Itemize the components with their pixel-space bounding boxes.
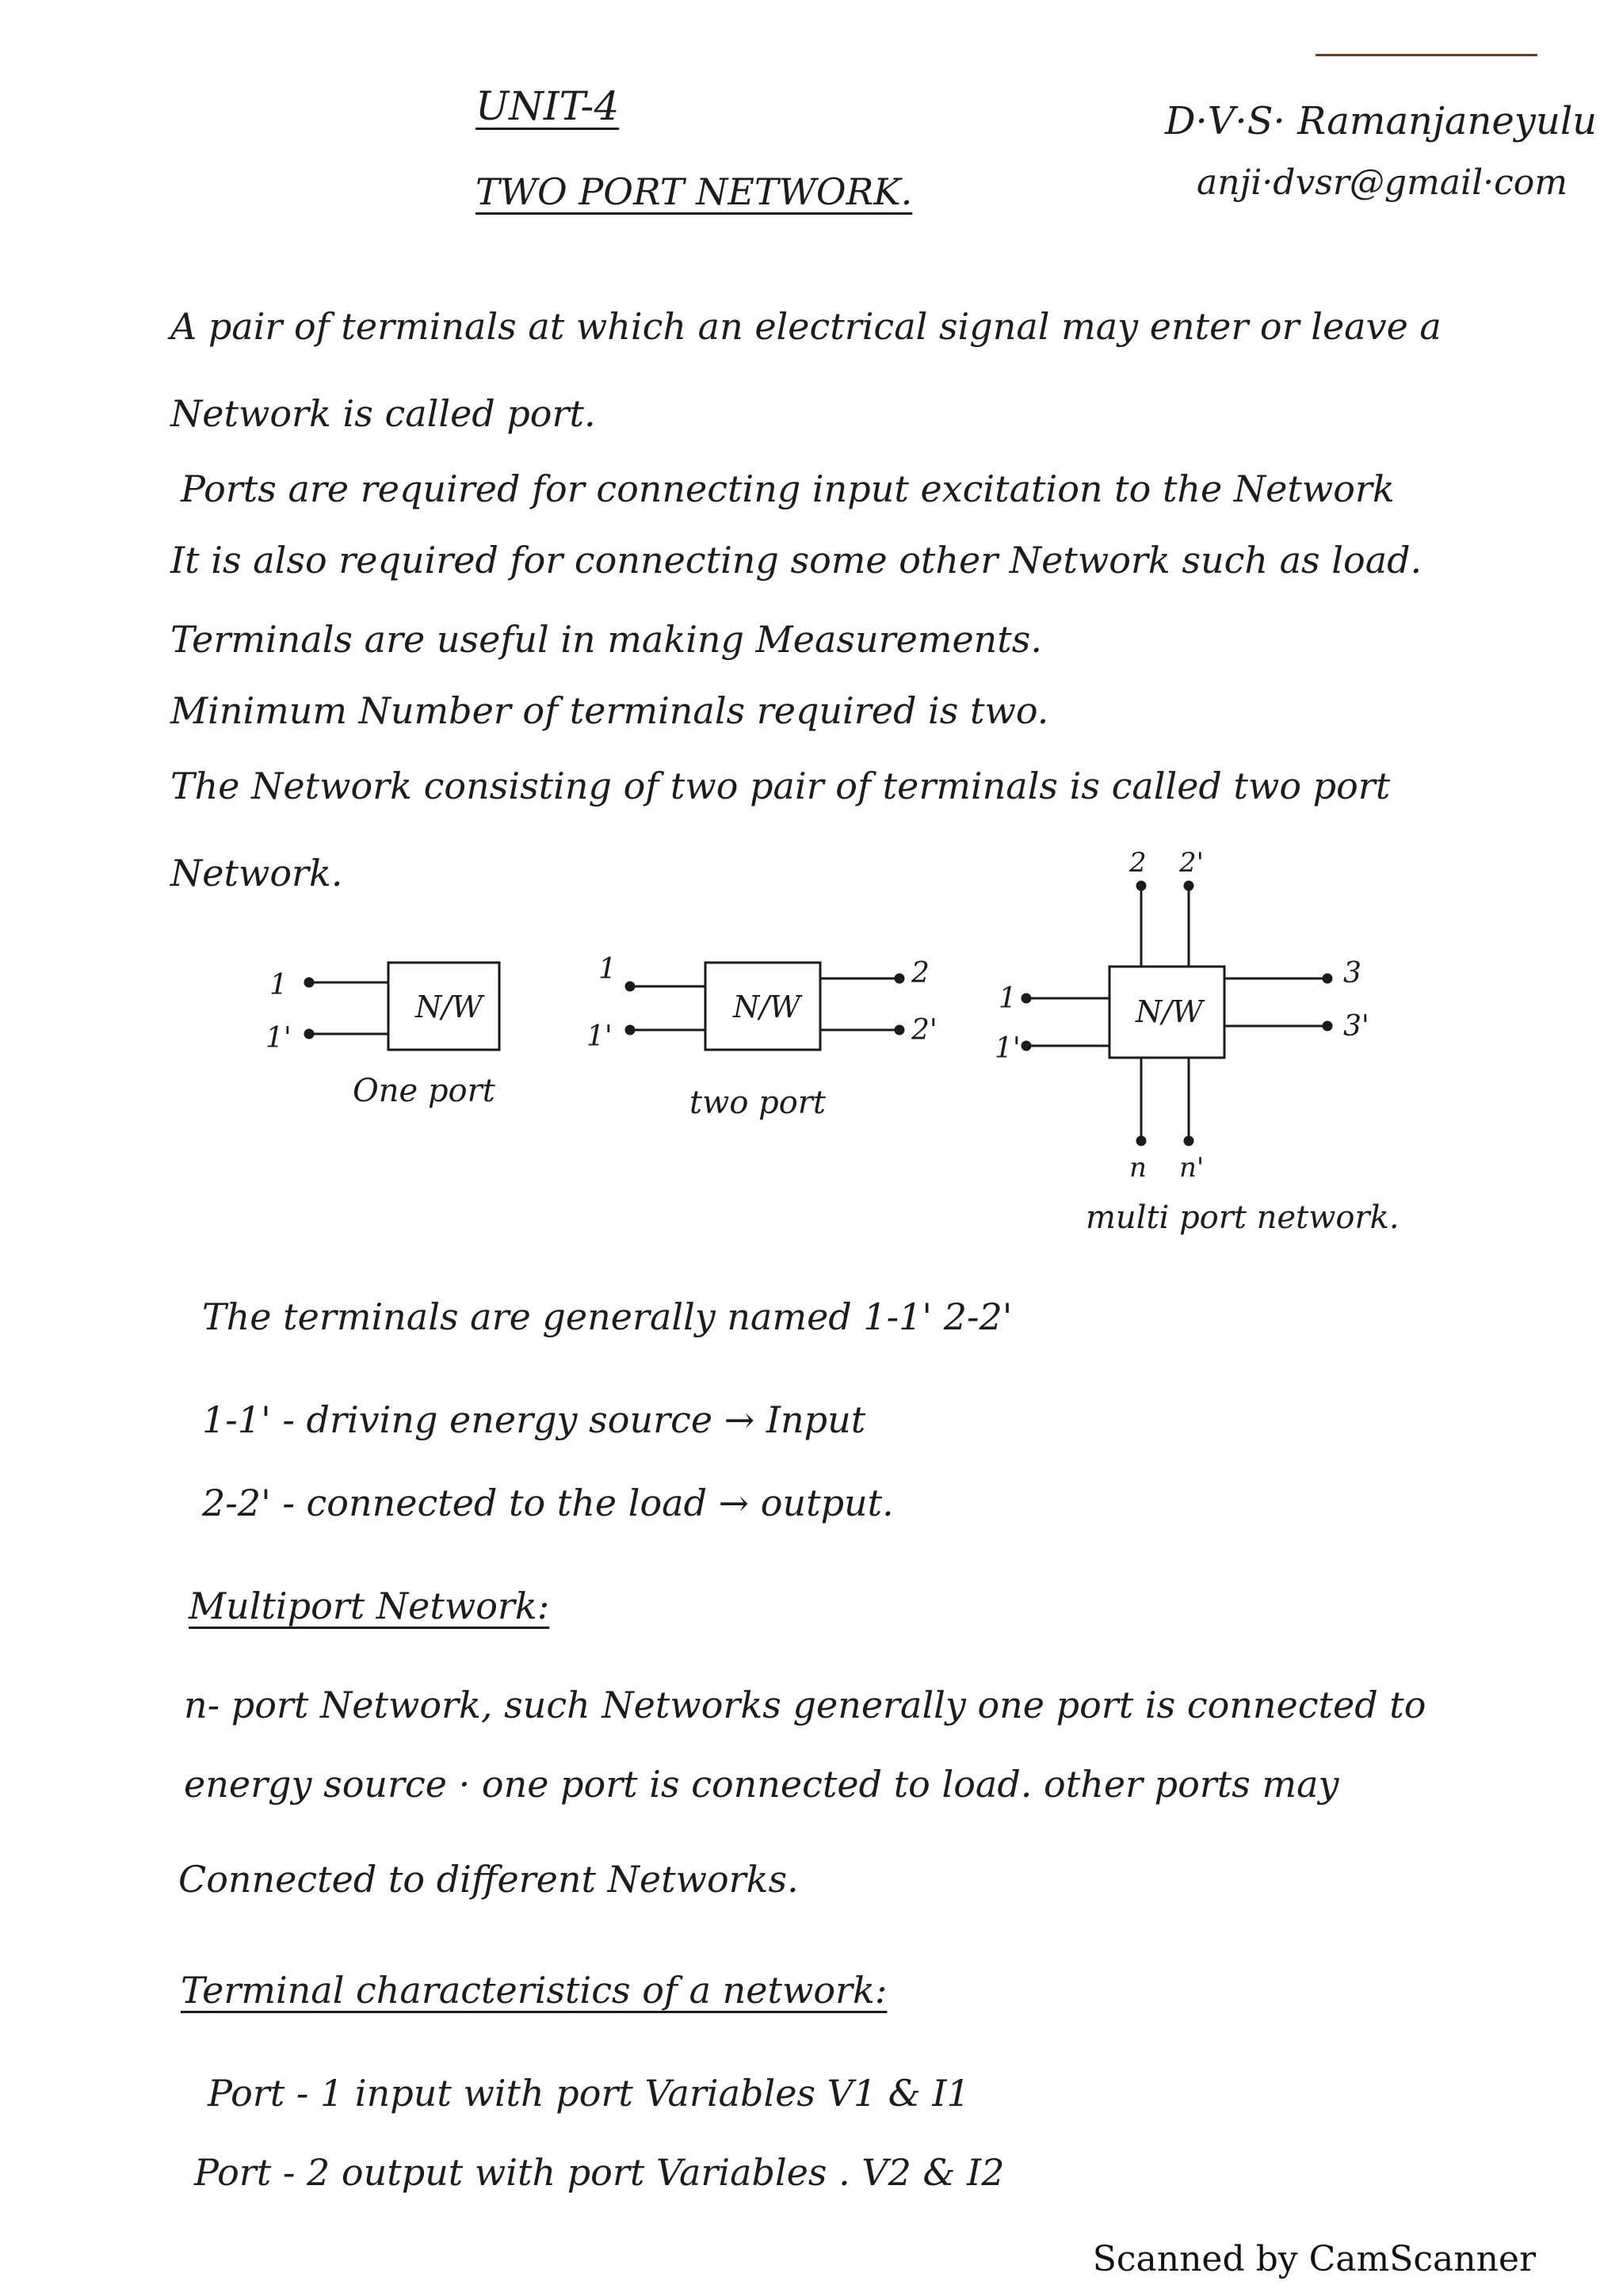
page-title: TWO PORT NETWORK.: [475, 170, 913, 213]
multi-port-t2-label: 2: [1129, 847, 1147, 879]
one-port-t1-label: 1: [269, 969, 288, 1001]
multiport-heading: Multiport Network:: [189, 1585, 550, 1627]
terminals-line-2: 1-1' - driving energy source → Input: [202, 1398, 866, 1441]
multi-port-t1-label: 1: [999, 982, 1017, 1015]
two-port-box-label: N/W: [733, 990, 801, 1024]
intro-line-3: Ports are required for connecting input excitation to the Network: [181, 467, 1395, 510]
top-edge-line: [1316, 54, 1537, 56]
terminal-char-line-1: Port - 1 input with port Variables V1 & I1: [208, 2072, 970, 2115]
two-port-t1p-label: 1': [586, 1020, 613, 1053]
two-port-caption: two port: [689, 1085, 826, 1121]
two-port-t2-label: 2: [911, 957, 930, 990]
multi-port-box-label: N/W: [1136, 994, 1204, 1029]
author-email: anji·dvsr@gmail·com: [1197, 162, 1568, 203]
multi-port-t3p-label: 3': [1343, 1010, 1369, 1043]
intro-line-1: A pair of terminals at which an electrical signal may enter or leave a: [170, 305, 1442, 348]
intro-line-8: Network.: [170, 852, 343, 894]
intro-line-2: Network is called port.: [170, 392, 596, 435]
intro-line-6: Minimum Number of terminals required is two.: [170, 689, 1049, 732]
one-port-box-label: N/W: [415, 990, 483, 1024]
author-name: D·V·S· Ramanjaneyulu: [1165, 99, 1598, 143]
terminals-line-1: The terminals are generally named 1-1' 2-2': [202, 1295, 1013, 1338]
two-port-t1-label: 1: [598, 953, 617, 986]
intro-line-4: It is also required for connecting some other Network such as load.: [170, 539, 1423, 582]
terminals-line-3: 2-2' - connected to the load → output.: [202, 1482, 894, 1524]
multi-port-tn-label: n: [1129, 1152, 1147, 1184]
one-port-caption: One port: [353, 1073, 495, 1109]
intro-line-7: The Network consisting of two pair of terminals is called two port: [170, 765, 1391, 807]
intro-line-5: Terminals are useful in making Measurements.: [170, 618, 1043, 661]
one-port-t1p-label: 1': [265, 1022, 292, 1055]
port-diagrams: [238, 840, 1490, 1252]
terminal-char-line-2: Port - 2 output with port Variables . V2 & I2: [194, 2151, 1005, 2194]
terminal-char-heading: Terminal characteristics of a network:: [181, 1969, 888, 2012]
multi-port-caption: multi port network.: [1086, 1199, 1400, 1236]
scanner-watermark: Scanned by CamScanner: [1092, 2239, 1536, 2279]
unit-heading: UNIT-4: [475, 83, 620, 129]
multi-port-t2p-label: 2': [1179, 847, 1204, 879]
multiport-line-3: Connected to different Networks.: [178, 1858, 799, 1901]
multi-port-t3-label: 3: [1343, 957, 1361, 990]
multi-port-tnp-label: n': [1179, 1152, 1205, 1184]
multiport-line-2: energy source · one port is connected to load. other ports may: [184, 1763, 1339, 1806]
multi-port-t1p-label: 1': [995, 1032, 1021, 1065]
multiport-line-1: n- port Network, such Networks generally one port is connected to: [184, 1684, 1426, 1726]
two-port-t2p-label: 2': [911, 1014, 938, 1047]
